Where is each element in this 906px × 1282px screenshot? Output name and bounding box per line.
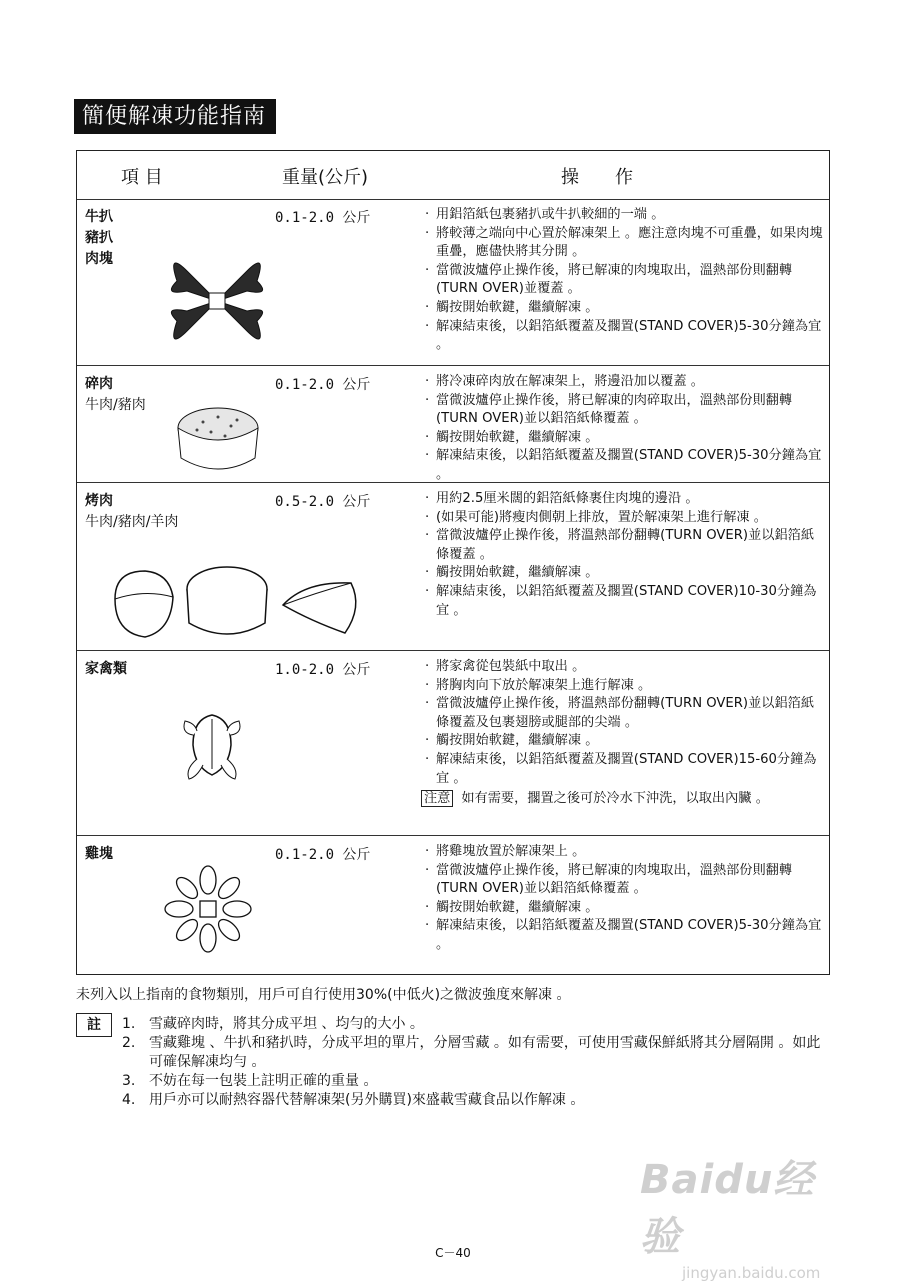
table-row	[77, 483, 829, 651]
item-name: 碎肉 牛肉/豬肉	[85, 376, 146, 413]
notes-list	[122, 1015, 822, 1110]
header-item: 項 目	[121, 167, 163, 188]
item-name: 烤肉 牛肉/豬肉/羊肉	[85, 493, 179, 530]
table-row	[77, 836, 829, 974]
page-number: C－40	[435, 1246, 471, 1260]
roast-meat-illustration	[105, 559, 375, 645]
header-operation: 操 作	[561, 167, 633, 188]
notes-label: 註	[76, 1013, 112, 1037]
item-steps: · 用鋁箔紙包裹豬扒或牛扒較細的一端 。 · 將較薄之端向中心置於解凍架上 。應注意肉塊不可重疊，如果肉塊重疊，應儘快將其分開 。 · 當微波爐停止操作後，將已解凍的肉塊取出，溫熱部份則翻轉(TURN OVER)並覆蓋 。 · 觸按開始軟鍵，繼續解凍 。 · 解凍結束後，以鋁箔紙覆蓋及擱置(STAND COVER)5-30分鐘為宜 。	[425, 206, 825, 355]
watermark-brand: Baidu经验	[640, 1157, 815, 1260]
item-weight: 0.5-2.0 公斤	[275, 494, 371, 510]
list-item: 1. 雪藏碎肉時，將其分成平坦 、均勻的大小 。	[122, 1016, 424, 1032]
list-item: 2. 雪藏雞塊 、牛扒和豬扒時，分成平坦的單片，分層雪藏 。如有需要，可使用雪藏保鮮紙將其分層隔開 。如此可確保解凍均勻 。	[122, 1035, 821, 1070]
header-weight: 重量(公斤)	[282, 167, 369, 188]
item-weight: 1.0-2.0 公斤	[275, 662, 371, 678]
item-steps: · 用約2.5厘米闊的鋁箔紙條裹住肉塊的邊沿 。 · (如果可能)將瘦肉側朝上排放，置於解凍架上進行解凍 。 · 當微波爐停止操作後，將溫熱部份翻轉(TURN OVER)並以鋁箔紙條覆蓋 。 · 觸按開始軟鍵，繼續解凍 。 · 解凍結束後，以鋁箔紙覆蓋及擱置(STAND COVER)10-30分鐘為宜 。	[425, 490, 825, 620]
watermark-url: jingyan.baidu.com	[682, 1264, 821, 1282]
watermark	[640, 1148, 840, 1282]
list-item: 4. 用戶亦可以耐熱容器代替解凍架(另外購買)來盛載雪藏食品以作解凍 。	[122, 1092, 585, 1108]
item-weight: 0.1-2.0 公斤	[275, 847, 371, 863]
page-title: 簡便解凍功能指南	[74, 99, 276, 134]
item-name: 牛扒 豬扒 肉塊	[85, 209, 113, 267]
table-row	[77, 199, 829, 366]
item-steps: · 將冷凍碎肉放在解凍架上，將邊沿加以覆蓋 。 · 當微波爐停止操作後，將已解凍的肉碎取出，溫熱部份則翻轉(TURN OVER)並以鋁箔紙條覆蓋 。 · 觸按開始軟鍵，繼續解凍 。 · 解凍結束後，以鋁箔紙覆蓋及擱置(STAND COVER)5-30分鐘為宜 。	[425, 373, 825, 485]
poultry-illustration	[179, 709, 245, 783]
steak-arrangement-illustration	[157, 241, 277, 361]
item-weight: 0.1-2.0 公斤	[275, 377, 371, 393]
table-header	[77, 151, 829, 200]
defrost-guide-table	[76, 150, 830, 975]
item-steps: · 將雞塊放置於解凍架上 。 · 當微波爐停止操作後，將已解凍的肉塊取出，溫熱部份則翻轉(TURN OVER)並以鋁箔紙條覆蓋 。 · 觸按開始軟鍵，繼續解凍 。 · 解凍結束後，以鋁箔紙覆蓋及擱置(STAND COVER)5-30分鐘為宜 。	[425, 843, 825, 955]
footer-text: 未列入以上指南的食物類別，用戶可自行使用30%(中低火)之微波強度來解凍 。	[76, 987, 571, 1003]
item-steps: · 將家禽從包裝紙中取出 。 · 將胸肉向下放於解凍架上進行解凍 。 · 當微波爐停止操作後，將溫熱部份翻轉(TURN OVER)並以鋁箔紙條覆蓋及包裹翅膀或腿部的尖端 。 · 觸按開始軟鍵，繼續解凍 。 · 解凍結束後，以鋁箔紙覆蓋及擱置(STAND COVER)15-60分鐘為宜 。 注意 如有需要，擱置之後可於冷水下沖洗，以取出內臟 。	[425, 658, 825, 809]
chicken-pieces-illustration	[163, 864, 253, 954]
item-name: 雞塊	[85, 846, 113, 862]
item-weight: 0.1-2.0 公斤	[275, 210, 371, 226]
poultry-note: 注意 如有需要，擱置之後可於冷水下沖洗，以取出內臟 。	[425, 790, 825, 809]
list-item: 3. 不妨在每一包裝上註明正確的重量 。	[122, 1073, 378, 1089]
table-row	[77, 651, 829, 836]
item-name: 家禽類	[85, 661, 127, 677]
note-label: 注意	[421, 790, 453, 807]
table-row	[77, 366, 829, 483]
minced-meat-illustration	[173, 402, 263, 480]
